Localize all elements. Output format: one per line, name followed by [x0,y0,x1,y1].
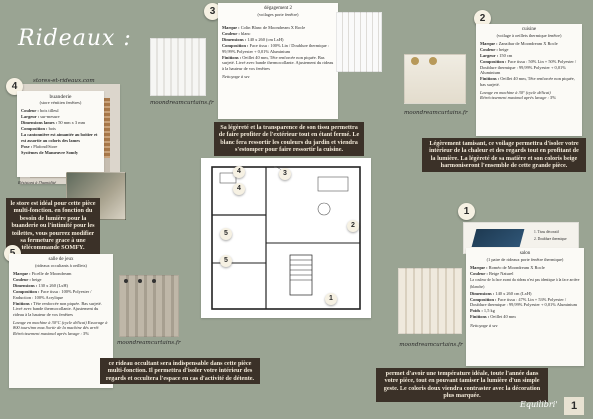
item1-spec-label: Finitions : [470,314,490,320]
item4-spec-value: Plafond/Store [32,143,58,149]
item2-spec-label: Composition : [480,59,507,65]
item3-spec-label: Marque : [222,25,240,31]
item1-spec-value: Roméo de Moondream X Rocle [487,265,545,271]
plan-marker-3: 3 [279,168,291,180]
item5-spec-label: Composition : [13,289,40,295]
item4-spec-value: bois tilleul [38,108,59,114]
item5-spec-value: Tête renforcée non piquée. Bas surjeté. Livré avec bande thermocollante. Ajustement du rideau à la hauteur de vos fenêtres [13,300,102,317]
item1-description: permet d'avoir une température idéale, toute l'année dans votre pièce, tout en pouvant tamiser la lumière d'un simple geste. Le coloris doux viendra contraster avec la décoration plus marquée. [376,368,548,402]
item1-spec-label: Marque : [470,265,488,271]
item5-spec-value: Face tissu : 100% Polyester / Enduction : 100% Acrylique [13,289,92,300]
item4-room: buanderie [49,94,72,100]
item5-subtitle: (rideaux occultants à oeillets) [35,263,87,268]
item5-spec-label: Couleur : [13,277,31,283]
brand-logo: Equilibri' [520,400,558,409]
page-title: Rideaux : [18,26,132,51]
item4-spec-label: Systèmes de Manœuvre Somfy [21,149,79,155]
item1-legend-2: 2. Doublure thermique [534,237,567,241]
plan-marker-2: 2 [347,220,359,232]
item1-spec-label: La couleur de la face avant du rideau n'est pas identique à la face arrière (blanche) [470,278,580,289]
item1-spec-value: 140 x 260 cm (LxH) [494,290,532,296]
item4-spec-value: bois [47,126,56,132]
item1-legend-1: 1. Tissu décoratif [534,230,559,234]
item1-number-badge: 1 [458,203,475,220]
item3-subtitle: (voilages porte fenêtre) [257,12,299,17]
page-number: 1 [564,397,584,415]
item2-spec-value: Zanzibar de Moondream X Rocle [497,41,558,47]
item2-spec-value: beige [497,47,509,53]
item3-spec-label: Finitions : [222,54,242,60]
item4-subtitle: (store vénitien fenêtres) [39,100,82,105]
item2-spec-value: 150 cm [498,53,513,59]
item2-site[interactable]: moondreamcurtains.fr [404,110,468,116]
item5-spec-label: Dimensions : [13,283,38,289]
item4-specs [21,108,100,155]
item4-spec-label: La cantonnière est aimantée au boitier et est assortie au coloris des lames [21,132,98,143]
item3-spec-card [218,3,338,119]
item4-note: Résistant à l'humidité [18,180,57,185]
item1-spec-card [466,248,584,366]
item5-spec-label: Finitions : [13,300,33,306]
item1-spec-value: Beige Naturel [487,271,514,277]
item2-photo [404,54,466,104]
item5-site[interactable]: moondreamcurtains.fr [117,340,181,346]
item2-spec-card [476,24,582,136]
item2-spec-label: Couleur : [480,47,498,53]
item2-subtitle: (voilage à oeillets thermique fenêtre) [496,33,562,38]
item5-spec-label: Marque : [13,271,31,277]
item2-spec-label: Marque : [480,41,498,47]
item2-room: cuisine [521,27,537,32]
item1-spec-label: Composition : [470,296,497,302]
item4-description: le store est idéal pour cette pièce multi-fonction. en fonction du besoin de lumière pour la buanderie ou l'intimité pour les toilettes, vous pourrez modifier sa fermeture grace à une télécommande SOMFY. [6,198,100,254]
item1-spec-label: Poids : [470,308,483,314]
item4-number-badge: 4 [6,78,23,95]
item4-spec-label: Largeur : [21,114,40,120]
item5-spec-value: Ficelle de Moondream [30,271,72,277]
plan-marker-5b: 5 [220,255,232,267]
item3-description: Sa légèreté et la transparence de son tissu permettra de faire profiter de l'extérieur tout en étant fermé. Le blanc fera ressortir les couleurs du jardin et viendra s'estomper pour faire ressortir la cuisine. [214,122,364,156]
item3-spec-label: Dimensions : [222,37,247,43]
item3-photo [150,38,206,96]
item3-spec-label: Composition : [222,43,249,49]
item3-room: dégagement 2 [264,6,292,11]
item3-number-badge: 3 [204,3,221,20]
item2-number-badge: 2 [474,10,491,27]
item3-spec-value: 140 x 260 (cm LxH) [246,37,284,43]
item1-site[interactable]: moondreamcurtains.fr [399,342,463,348]
item3-note: Nettoyage à sec [222,74,250,80]
item3-spec-label: Couleur : [222,31,240,37]
item5-note: Lavage en machine à 30°C (cycle délicat) Essorage à 800 tours/mn max Sortir de la machine dès arrêt Rétrécissement maximal après lavage : 5% [13,320,108,336]
plan-marker-5: 5 [220,228,232,240]
item5-room: salle de jeux [48,257,74,262]
item2-spec-label: Finitions : [480,76,500,82]
plan-marker-4: 4 [233,166,245,178]
item1-spec-label: Couleur : [470,271,488,277]
item4-spec-value: sur-mesure [39,114,60,120]
item3-site[interactable]: moondreamcurtains.fr [150,100,214,106]
item4-site[interactable]: stores-et-rideaux.com [33,78,95,84]
item3-curtain-photo [336,12,382,72]
item4-spec-label: Pose : [21,143,33,149]
item5-spec-card [9,254,113,388]
item5-photo [119,275,179,337]
item1-subtitle: (1 paire de rideaux porte fenêtre thermique) [486,257,564,262]
item1-spec-label: Dimensions : [470,290,495,296]
item1-photo [398,268,462,334]
item2-spec-label: Largeur : [480,53,499,59]
item1-room: salon [519,251,531,256]
item3-spec-value: Colin Blanc de Moondream X Rocle [239,25,306,31]
item2-spec-value: Face tissu : 50% Lin + 50% Polyester / Doublure thermique : 99,99% Polyester + 0,01% Aluminium [480,59,577,76]
item2-note: Lavage en machine à 30° (cycle délicat) Rétrécissement maximal après lavage : 5% [480,90,556,101]
item1-spec-value: Oeillet 40 mm [489,314,516,320]
item4-spec-label: Couleur : [21,108,39,114]
plan-marker-4b: 4 [233,183,245,195]
item4-spec-card [17,91,104,177]
item2-spec-value: Oeillet 40 mm, Tête renforcée non piquée, bas surjeté. [480,76,575,87]
item3-spec-value: Face tissu : 100% Lin / Doublure thermique : 99,99% Polyester + 0,01% Aluminium [222,43,330,54]
item5-description: ce rideau occultant sera indispensable dans cette pièce multi-fonction. Il permettra d'isoler votre intérieur des regards et occultera l'espace en cas d'activité de détente. [100,358,260,384]
item3-spec-value: Oeillet 40 mm, Tête renforcée non piquée. Bas surjeté. Livré avec bande thermocollante. Ajustement du rideau à la hauteur de vos fenêtres [222,54,334,71]
item1-note: Nettoyage à sec [470,322,498,328]
item4-spec-label: Composition : [21,126,48,132]
item5-spec-value: beige [30,277,42,283]
item1-spec-value: 1,5 kg [482,308,495,314]
item4-spec-label: Dimensions lames : [21,120,58,126]
item4-spec-value: 50 mm x 3 mm [57,120,86,126]
item1-spec-value: Face tissu : 47% Lin + 53% Polyester / Doublure thermique : 99,99% Polyester + 0,01% Aluminium [470,296,577,308]
item2-description: Légèrement tamisant, ce voilage permettra d'isoler votre intérieur de la chaleur et des regards tout en profitant de la lumière. La légèreté de sa matière et son coloris beige harmoniseront l'ensemble de cette grande pièce. [422,138,586,172]
item5-spec-value: 130 x 260 (LxH) [37,283,69,289]
item3-spec-value: blanc [239,31,251,37]
plan-marker-1: 1 [325,293,337,305]
